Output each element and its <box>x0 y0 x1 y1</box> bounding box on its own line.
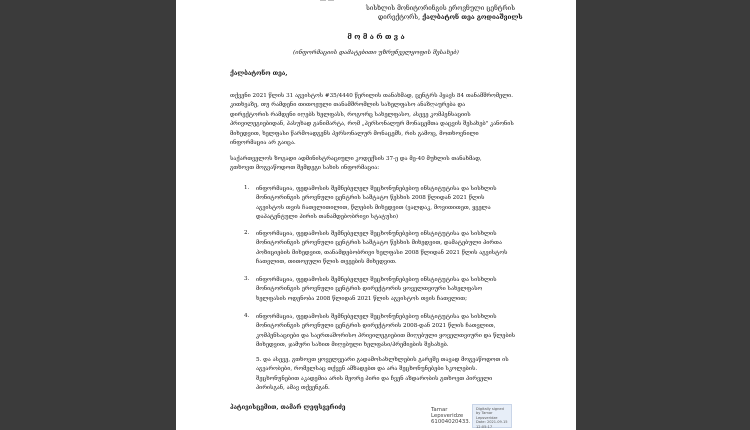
stamp-line: Date: 2021.09.15 <box>476 420 508 425</box>
header-recipient-line: სისხლის მონიტორინგის ეროვნული ცენტრის <box>366 5 516 12</box>
salutation: ქალბატონო თეა, <box>230 70 288 77</box>
list-item-line: აგვისტოს თვის ჩათვლითილით, წლების მიხედვით (ვალდაკ, მოვითითეთ, ყველა <box>256 204 491 211</box>
stamp-line: Digitally signed <box>476 407 504 411</box>
list-item <box>256 230 522 268</box>
signature-name-line: Lepsveridze <box>431 413 464 419</box>
digital-signature-stamp <box>472 404 512 428</box>
list-item-number: 4. <box>244 313 250 319</box>
viewer-left-margin <box>0 0 176 430</box>
document-subtitle: (ინფორმაციის დამატებითი უზრუნველყოფის შესახებ) <box>293 50 459 56</box>
legal-basis-paragraph <box>230 155 522 174</box>
list-item-line: პოზიციების მიხედვით, თანამდებობრივი ხელფასი 2008 წლიდან 2021 წლის აგვისტოს <box>256 249 508 256</box>
list-item-line: 5. და ასევე, გთხოვთ ყოველვეარი გადამოსახლხლების გარეშე თავად მოგვაწოდოთ ის <box>256 357 509 363</box>
list-item-line: მონიტორინგის ეროვნული ცენტრის საშტატო წესხის მიხედვით, დამატებული პირთა <box>256 240 502 247</box>
header-director-name: ქალბატონ თეა გოდიაშვილს <box>422 14 523 21</box>
viewer-right-margin <box>576 0 750 430</box>
list-item-line: ჩათვლით, თითოეული წლის თვეების მიხედვით. <box>256 259 397 266</box>
list-item-line: მონიტორინგის ეროვნული ცენტრის დირექტორის 2008-დან 2021 წლის ჩათვლით, <box>256 323 496 330</box>
header-line-0 <box>320 0 334 3</box>
list-item-number: 1. <box>244 185 250 191</box>
list-item-line: ინფორმაცია, ფედამოსის შემნებელელ შეცხონუნებებიუ ინსტიტუტისა და სისხლის <box>256 314 497 320</box>
stamp-line: 12:05:17 <box>476 424 493 429</box>
intro-line: კითხვაზე, თუ რამდენი თითოეული თანამშრომლის სახელფასო ანაზღაურება და <box>230 102 466 109</box>
list-item <box>256 313 522 351</box>
list-item-line: შეცხონუნებით აკადემია არის მეორე პირი და ჩვენ აზდარობის გთხოვთ პირველი <box>256 375 493 382</box>
signature-name-line: 61004020433. <box>431 419 471 425</box>
intro-line: დირექტორის რამდენი იღებს ხელფასს, როგორც სახელფასო, ასევე კომპენსაციის <box>230 111 471 118</box>
list-item-line: ინფორმაცია, ფედამოსის შემნებელელ შეცხონუნებებიუ ინსტიტუტისა და სისხლის <box>256 277 497 283</box>
closing-line: პატივისცემით, თამარ ლეფსვერიძე <box>230 405 346 411</box>
list-item <box>256 276 522 304</box>
intro-paragraph <box>230 92 522 148</box>
intro-line: პრივილეგიებიდან, პასუხად განიმარტა, რომ „პერსონალურ მონაცემთა დაცვის შესახებ" კანონის <box>230 121 514 128</box>
intro-line: თქვენი 2021 წლის 31 აგვისტოს #35/4440 წერილის თანახმად, ცენტრს ჰყავს 84 თანამშრომელი. <box>230 93 514 99</box>
list-item-line: დაპატენტული პირის თანამდებობრივი სტატუსი) <box>256 214 399 221</box>
legal-line: საქართველოს ზოგადი ადმინისტრაციული კოდექსის 37-ე და მე-40 მუხლის თანახმად, <box>230 156 482 162</box>
list-item <box>256 356 522 394</box>
document-title: მ ო მ ა რ თ ვ ა <box>347 32 405 41</box>
list-item-line: ინფორმაცია, ფედამოსის შემნებელელ შეცხონუნებებიუ ინსტიტუტისა და სისხლის <box>256 186 497 192</box>
intro-line: ინფორმაცია არ გაიცა. <box>230 140 296 147</box>
list-item-line: პირისგან, ამავ თქვენგან. <box>256 385 330 392</box>
list-item-number: 3. <box>244 276 250 282</box>
header-director-prefix: დირექტორს, <box>378 14 423 21</box>
stamp-line: Lepsveridze <box>476 415 498 420</box>
stamp-line: by Tamar <box>476 411 493 416</box>
signature-name-line: Tamar <box>431 407 448 413</box>
list-item-line: მონიტორინგის ეროვნული ცენტრის დირექტორის ყოველთვიური სახელფასო <box>256 286 483 293</box>
document-page <box>176 0 576 430</box>
list-item-line: ხელფასის ოდენობა 2008 წლიდან 2021 წლის აგვისტოს თვის ჩათვლით; <box>256 295 467 302</box>
list-item-line: მონიტორინგის ეროვნული ცენტრის საშტატო წესხის 2008 წლიდან 2021 წლის <box>256 195 485 202</box>
list-item-line: აგვარობები, რომელსაც თქვენ ამზადებთ და არა შეცხონუნებები სკოლების. <box>256 366 478 373</box>
list-item-number: 2. <box>244 230 250 236</box>
legal-line: გთხოვთ მოგვაწოდოთ შემდეგი სახის ინფორმაცია: <box>230 165 380 172</box>
list-item-line: ინფორმაცია, ფედამოსის შემნებელელ შეცხონუნებებიუ ინსტიტუტისა და სისხლის <box>256 231 497 237</box>
intro-line: მიხედვით, ხელფასი წარმოადგენს პერსონალურ მონაცემს, რის გამოც, მოთხოვნილი <box>230 130 479 137</box>
header-director-line <box>378 14 523 21</box>
list-item <box>256 185 522 223</box>
list-item-line: კომპენსაციები და საერთაშორისო პრივილეგიებით მიღებული ყოველთვიური და წლების <box>256 332 516 339</box>
list-item-line: მიხედვით, ჯამური სახით მიღებული ხელფასი/პრემიების შესახებ. <box>256 342 449 349</box>
